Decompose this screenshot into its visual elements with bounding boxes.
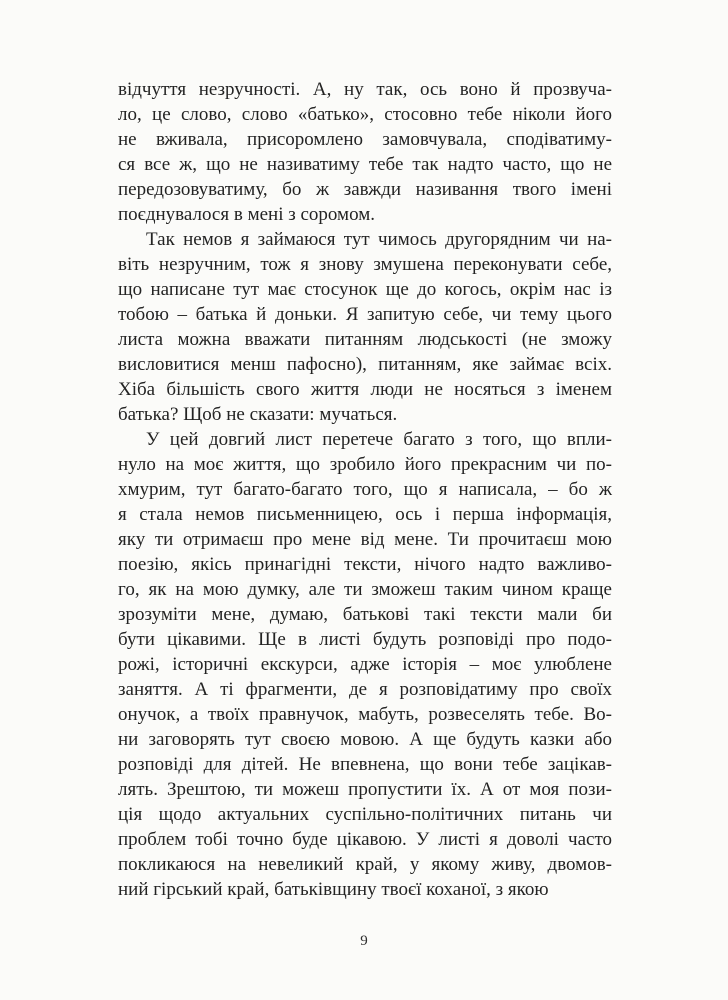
text-line: віть незручним, тож я знову змушена переконувати себе,: [118, 254, 612, 275]
page-number: 9: [360, 933, 368, 949]
text-line: ся все ж, що не називатиму тебе так надто часто, що не: [118, 154, 612, 175]
text-line: поєднувалося в мені з соромом.: [118, 204, 375, 225]
paragraph: [118, 227, 612, 427]
text-line: не вживала, присоромлено замовчувала, сподіватиму-: [118, 129, 612, 150]
text-line: го, як на мою думку, але ти зможеш таким чином краще: [118, 579, 612, 600]
text-line: ло, це слово, слово «батько», стосовно тебе ніколи його: [118, 104, 612, 125]
text-line: покликаюся на невеликий край, у якому живу, двомов-: [118, 854, 612, 875]
text-line: відчуття незручності. А, ну так, ось воно й прозвуча-: [118, 79, 612, 100]
text-line: батька? Щоб не сказати: мучаться.: [118, 404, 398, 425]
text-line: заняття. А ті фрагменти, де я розповідатиму про своїх: [118, 679, 612, 700]
text-line: розповіді для дітей. Не впевнена, що вони тебе зацікав-: [118, 754, 612, 775]
text-line: нуло на моє життя, що зробило його прекрасним чи по-: [118, 454, 612, 475]
text-line: передозовуватиму, бо ж завжди називання твого імені: [118, 179, 612, 200]
paragraph: [118, 77, 612, 227]
page-text: [118, 77, 612, 902]
text-line: бути цікавими. Ще в листі будуть розповіді про подо-: [118, 629, 612, 650]
text-line: що написане тут має стосунок ще до когось, окрім нас із: [118, 279, 612, 300]
text-line: висловитися менш пафосно), питанням, яке займає всіх.: [118, 354, 612, 375]
text-line: тобою – батька й доньки. Я запитую себе, чи тему цього: [118, 304, 612, 325]
paragraph: [118, 427, 612, 902]
text-line: лять. Зрештою, ти можеш пропустити їх. А от моя пози-: [118, 779, 612, 800]
text-line: хмурим, тут багато-багато того, що я написала, – бо ж: [118, 479, 612, 500]
text-line: ний гірський край, батьківщину твоєї коханої, з якою: [118, 879, 549, 900]
text-line: рожі, історичні екскурси, адже історія – моє улюблене: [118, 654, 612, 675]
text-line: ція щодо актуальних суспільно-політичних питань чи: [118, 804, 612, 825]
text-line: проблем тобі точно буде цікавою. У листі я доволі часто: [118, 829, 612, 850]
text-line: Так немов я займаюся тут чимось другорядним чи на-: [146, 229, 612, 250]
text-line: онучок, а твоїх правнучок, мабуть, розвеселять тебе. Во-: [118, 704, 612, 725]
text-line: ни заговорять тут своєю мовою. А ще будуть казки або: [118, 729, 612, 750]
text-line: яку ти отримаєш про мене від мене. Ти прочитаєш мою: [118, 529, 612, 550]
text-line: я стала немов письменницею, ось і перша інформація,: [118, 504, 612, 525]
text-line: зрозуміти мене, думаю, батькові такі тексти мали би: [118, 604, 612, 625]
text-line: поезію, якісь принагідні тексти, нічого надто важливо-: [118, 554, 612, 575]
text-line: У цей довгий лист перетече багато з того, що впли-: [146, 429, 612, 450]
text-line: Хіба більшість свого життя люди не носяться з іменем: [118, 379, 612, 400]
text-line: листа можна вважати питанням людськості (не зможу: [118, 329, 612, 350]
